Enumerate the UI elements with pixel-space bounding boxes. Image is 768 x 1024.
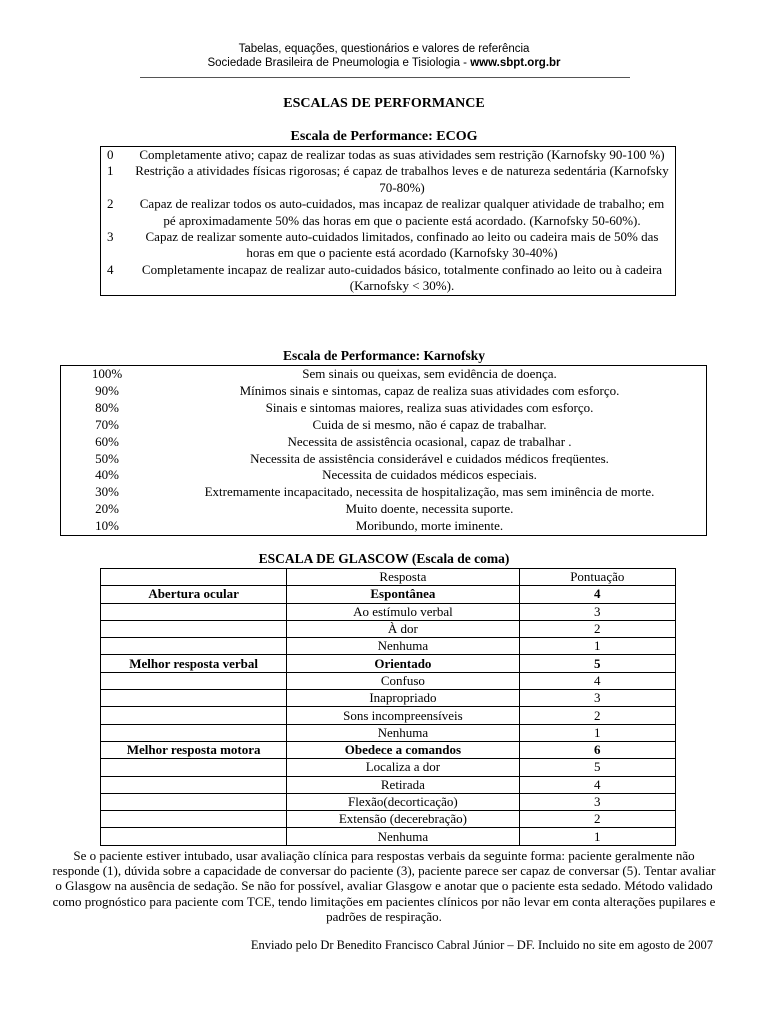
- karnofsky-title: Escala de Performance: Karnofsky: [282, 348, 486, 363]
- glasgow-response: Nenhuma: [287, 724, 519, 741]
- karnofsky-description: Necessita de assistência considerável e cuidados médicos freqüentes.: [250, 450, 609, 466]
- glasgow-response: Localiza a dor: [287, 759, 519, 776]
- glasgow-score: 1: [519, 828, 675, 845]
- header-url-link[interactable]: www.sbpt.org.br: [470, 57, 561, 69]
- table-row: [61, 383, 707, 400]
- karnofsky-percent: 80%: [95, 399, 119, 415]
- table-row: [101, 672, 676, 689]
- glasgow-score: 3: [519, 793, 675, 810]
- glasgow-score: 1: [519, 724, 675, 741]
- karnofsky-description: Sem sinais ou queixas, sem evidência de doença.: [302, 366, 557, 381]
- glasgow-category: [101, 603, 287, 620]
- ecog-description: Completamente incapaz de realizar auto-cuidados básico, totalmente confinado ao leito ou à cadeira (Karnofsky < 30%).: [141, 261, 663, 294]
- table-row: [101, 196, 676, 229]
- table-row: [61, 366, 707, 383]
- karnofsky-description: Cuida de si mesmo, não é capaz de trabalhar.: [312, 416, 547, 432]
- table-row: [101, 229, 676, 262]
- ecog-grade: 0: [107, 147, 114, 162]
- glasgow-category: [101, 776, 287, 793]
- ecog-description: Capaz de realizar somente auto-cuidados limitados, confinado ao leito ou cadeira mais de 50% das horas em que o paciente está acordado (Karnofsky 30-40%): [145, 229, 659, 261]
- table-row: [101, 620, 676, 637]
- glasgow-response: Retirada: [287, 776, 519, 793]
- glasgow-response: Obedece a comandos: [287, 741, 519, 758]
- table-row: [101, 707, 676, 724]
- glasgow-score: 4: [519, 776, 675, 793]
- glasgow-note: Se o paciente estiver intubado, usar avaliação clínica para respostas verbais da seguinte forma: paciente geralmente não responde (1), dúvida sobre a capacidade de conversar do paciente (3), paciente parece ser capaz de conversar (5). Tentar avaliar o Glasgow na ausência de sedação. Se não for possível, avaliar Glasgow e anotar que o paciente esta sedado. Método validado como prognóstico para paciente com TCE, tendo limitações em pacientes clínicos por não levar em conta alterações pupilares e padrões de respiração.: [52, 848, 716, 924]
- ecog-table: [100, 146, 676, 296]
- karnofsky-table: [60, 365, 707, 536]
- karnofsky-description: Extremamente incapacitado, necessita de hospitalização, mas sem iminência de morte.: [204, 484, 655, 500]
- karnofsky-percent: 60%: [95, 433, 119, 449]
- ecog-grade: 4: [107, 261, 114, 277]
- glasgow-response: Nenhuma: [287, 638, 519, 655]
- glasgow-response: Extensão (decerebração): [287, 811, 519, 828]
- karnofsky-description: Necessita de cuidados médicos especiais.: [322, 467, 537, 483]
- karnofsky-percent: 90%: [95, 382, 119, 398]
- glasgow-response: Flexão(decorticação): [287, 793, 519, 810]
- glasgow-response: Inapropriado: [287, 690, 519, 707]
- glasgow-response: Nenhuma: [287, 828, 519, 845]
- glasgow-category: Melhor resposta verbal: [101, 655, 287, 672]
- table-row: [101, 759, 676, 776]
- glasgow-response: Sons incompreensíveis: [287, 707, 519, 724]
- table-row: [101, 776, 676, 793]
- glasgow-score: 2: [519, 620, 675, 637]
- glasgow-category: [101, 724, 287, 741]
- table-row: [101, 262, 676, 295]
- table-row: [61, 400, 707, 417]
- table-row: [101, 603, 676, 620]
- table-row: [101, 638, 676, 655]
- karnofsky-percent: 50%: [95, 450, 119, 466]
- glasgow-response: À dor: [287, 620, 519, 637]
- glasgow-header-score: Pontuação: [519, 569, 675, 586]
- header-society: Sociedade Brasileira de Pneumologia e Tisiologia -: [207, 57, 471, 69]
- glasgow-header-response: Resposta: [287, 569, 519, 586]
- table-row: [61, 451, 707, 468]
- glasgow-category: Abertura ocular: [101, 586, 287, 603]
- table-row: [61, 518, 707, 535]
- table-row: [101, 793, 676, 810]
- ecog-description: Restrição a atividades físicas rigorosas; é capaz de trabalhos leves e de natureza sedentária (Karnofsky 70-80%): [135, 163, 669, 195]
- glasgow-score: 1: [519, 638, 675, 655]
- glasgow-response: Ao estímulo verbal: [287, 603, 519, 620]
- glasgow-response: Confuso: [287, 672, 519, 689]
- karnofsky-description: Sinais e sintomas maiores, realiza suas atividades com esforço.: [265, 399, 594, 415]
- glasgow-category: [101, 690, 287, 707]
- table-row: [101, 690, 676, 707]
- glasgow-category: [101, 828, 287, 845]
- table-row: [61, 484, 707, 501]
- glasgow-category: [101, 811, 287, 828]
- table-row: [61, 467, 707, 484]
- document-header: [0, 42, 768, 70]
- table-row: [101, 828, 676, 845]
- karnofsky-percent: 100%: [91, 366, 123, 381]
- header-line-2: [0, 56, 768, 70]
- glasgow-category: [101, 672, 287, 689]
- table-row: [61, 501, 707, 518]
- karnofsky-percent: 20%: [95, 501, 119, 517]
- karnofsky-description: Mínimos sinais e sintomas, capaz de realiza suas atividades com esforço.: [239, 382, 620, 398]
- header-line-1: Tabelas, equações, questionários e valores de referência: [238, 43, 530, 55]
- table-row: [61, 417, 707, 434]
- table-row: [101, 147, 676, 164]
- header-divider: [140, 77, 630, 78]
- glasgow-score: 2: [519, 707, 675, 724]
- table-row: [61, 434, 707, 451]
- glasgow-category: [101, 620, 287, 637]
- glasgow-category: [101, 759, 287, 776]
- glasgow-score: 5: [519, 759, 675, 776]
- karnofsky-description: Moribundo, morte iminente.: [355, 518, 504, 534]
- table-header-row: [101, 569, 676, 586]
- glasgow-score: 4: [519, 586, 675, 603]
- table-row: [101, 163, 676, 196]
- table-row: [101, 741, 676, 758]
- glasgow-score: 2: [519, 811, 675, 828]
- glasgow-score: 4: [519, 672, 675, 689]
- karnofsky-description: Necessita de assistência ocasional, capaz de trabalhar .: [287, 433, 572, 449]
- glasgow-category: [101, 638, 287, 655]
- ecog-grade: 2: [107, 196, 114, 212]
- table-row: [101, 724, 676, 741]
- ecog-description: Completamente ativo; capaz de realizar todas as suas atividades sem restrição (Karnofsky 90-100 %): [139, 147, 665, 162]
- glasgow-category: [101, 793, 287, 810]
- ecog-grade: 1: [107, 163, 114, 179]
- glasgow-score: 5: [519, 655, 675, 672]
- karnofsky-percent: 30%: [95, 484, 119, 500]
- glasgow-score: 3: [519, 690, 675, 707]
- table-row: [101, 586, 676, 603]
- ecog-description: Capaz de realizar todos os auto-cuidados, mas incapaz de realizar qualquer atividade de trabalho; em pé aproximadamente 50% das horas em que o paciente está acordado. (Karnofsky 50-60%).: [139, 196, 665, 228]
- karnofsky-description: Muito doente, necessita suporte.: [345, 501, 514, 517]
- glasgow-category: [101, 707, 287, 724]
- glasgow-score: 3: [519, 603, 675, 620]
- table-row: [101, 655, 676, 672]
- glasgow-category: Melhor resposta motora: [101, 741, 287, 758]
- glasgow-title: ESCALA DE GLASCOW (Escala de coma): [258, 551, 510, 566]
- glasgow-score: 6: [519, 741, 675, 758]
- footer-credit: Enviado pelo Dr Benedito Francisco Cabral Júnior – DF. Incluido no site em agosto de 2007: [250, 938, 713, 952]
- glasgow-table: [100, 568, 676, 846]
- karnofsky-percent: 10%: [95, 518, 119, 534]
- karnofsky-percent: 70%: [95, 416, 119, 432]
- ecog-title: Escala de Performance: ECOG: [290, 129, 478, 144]
- main-title: ESCALAS DE PERFORMANCE: [283, 96, 485, 111]
- table-row: [101, 811, 676, 828]
- ecog-grade: 3: [107, 229, 114, 245]
- glasgow-header-category: [101, 569, 287, 586]
- glasgow-response: Orientado: [287, 655, 519, 672]
- karnofsky-percent: 40%: [95, 467, 119, 483]
- glasgow-response: Espontânea: [287, 586, 519, 603]
